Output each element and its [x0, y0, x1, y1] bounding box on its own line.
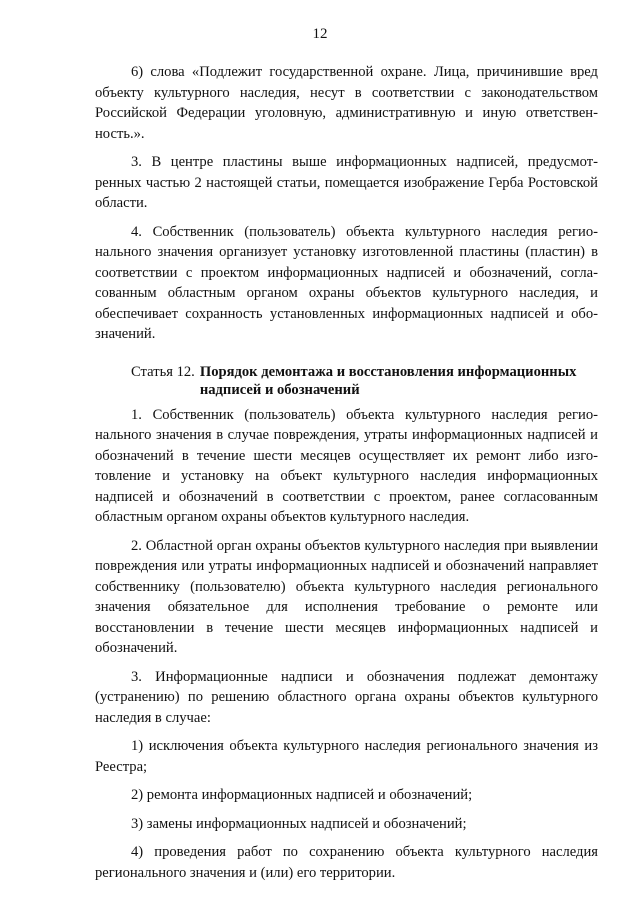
article-heading	[95, 363, 598, 399]
paragraph: 1. Собственник (пользователь) объекта культурного наследия регионального значения в случае повреждения, утраты информационных надписей и обозначений в течение шести месяцев осуществляет их ремонт либо изготовление и установку на объект культурного наследия информационных надписей и обозначений в соответствии с проектом, ранее согласованным областным органом охраны объектов культурного наследия.	[95, 406, 598, 525]
paragraph: 3. Информационные надписи и обозначения подлежат демонтажу (устранению) по решению областного органа охраны объектов культурного наследия в случае:	[95, 668, 598, 726]
article-title: Порядок демонтажа и восстановления информационных надписей и обозначений	[199, 363, 577, 398]
paragraph: 6) слова «Подлежит государственной охране. Лица, причинившие вред объекту культурного наследия, несут в соответствии с законодательством Российской Федерации уголовную, административную и иную ответственность.».	[95, 64, 598, 142]
article-number: Статья 12.	[131, 363, 195, 380]
paragraph: 3. В центре пластины выше информационных надписей, предусмотренных частью 2 настоящей статьи, помещается изображение Герба Ростовской области.	[95, 154, 598, 211]
list-item: 3) замены информационных надписей и обозначений;	[131, 815, 467, 832]
paragraph: 4. Собственник (пользователь) объекта культурного наследия регионального значения организует установку изготовленной пластины (пластин) в соответствии с проектом информационных надписей и обозначений, согласованным областным органом охраны объектов культурного наследия, и обеспечивает сохранность установленных информационных надписей и обозначений.	[95, 223, 598, 342]
list-item: 1) исключения объекта культурного наследия регионального значения из Реестра;	[95, 738, 598, 775]
list-item: 4) проведения работ по сохранению объекта культурного наследия регионального значения и (или) его территории.	[95, 844, 598, 881]
document-body	[95, 62, 598, 891]
list-item: 2) ремонта информационных надписей и обозначений;	[131, 787, 473, 803]
paragraph: 2. Областной орган охраны объектов культурного наследия при выявлении повреждения или утраты информационных надписей и обозначений направляет собственнику (пользователю) объекта культурного наследия регионального значения обязательное для исполнения требование о ремонте или восстановлении в течение шести месяцев информационных надписей и обозначений.	[95, 537, 598, 656]
page-number: 12	[312, 26, 328, 42]
